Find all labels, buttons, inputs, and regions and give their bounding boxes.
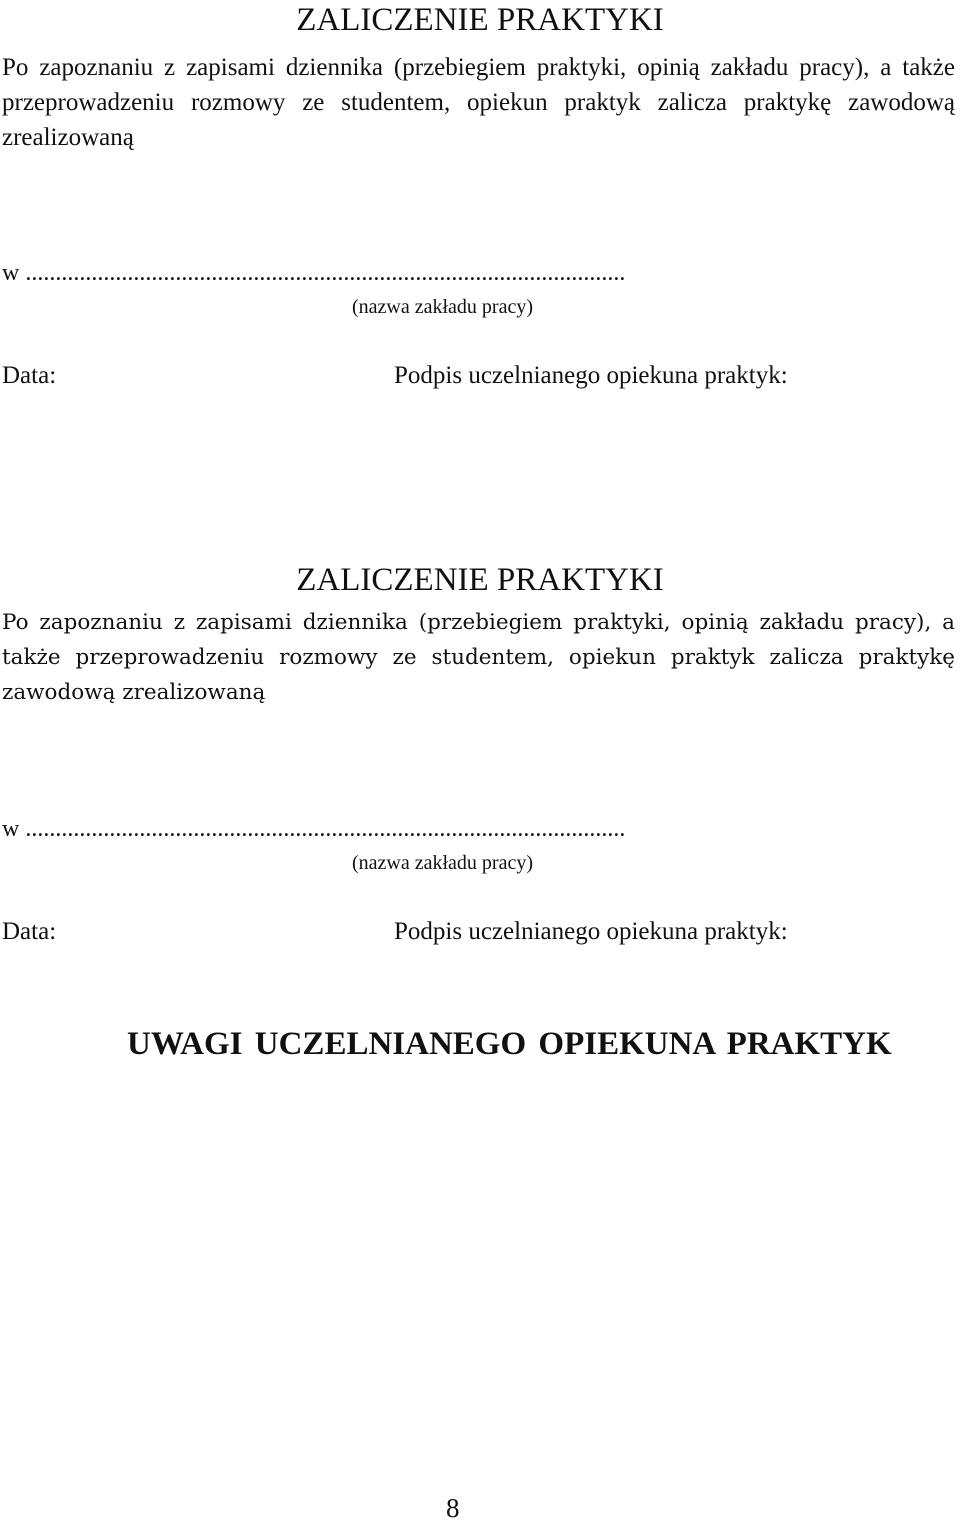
- page-number: 8: [446, 1493, 460, 1523]
- block-paragraph: Po zapoznaniu z zapisami dziennika (przebiegiem praktyki, opinią zakładu pracy), a także przeprowadzeniu rozmowy ze studentem, opiekun praktyk zalicza praktykę zawodową zrealizowaną: [2, 54, 955, 151]
- block-title: ZALICZENIE PRAKTYKI: [296, 2, 664, 38]
- signature-label: Podpis uczelnianego opiekuna praktyk:: [394, 918, 788, 945]
- date-label: Data:: [2, 918, 57, 945]
- remarks-heading: UWAGI UCZELNIANEGO OPIEKUNA PRAKTYK: [127, 1026, 892, 1062]
- signature-label: Podpis uczelnianego opiekuna praktyk:: [394, 362, 788, 389]
- date-label: Data:: [2, 362, 57, 389]
- workplace-caption: (nazwa zakładu pracy): [352, 296, 533, 318]
- workplace-caption: (nazwa zakładu pracy): [352, 852, 533, 874]
- block-title: ZALICZENIE PRAKTYKI: [296, 562, 664, 598]
- workplace-line: w ....................................................................................................: [2, 816, 626, 842]
- block-paragraph: Po zapoznaniu z zapisami dziennika (przebiegiem praktyki, opinią zakładu pracy), a także przeprowadzeniu rozmowy ze studentem, opiekun praktyk zalicza praktykę zawodową zrealizowaną: [2, 610, 955, 705]
- workplace-line: w ....................................................................................................: [2, 260, 626, 286]
